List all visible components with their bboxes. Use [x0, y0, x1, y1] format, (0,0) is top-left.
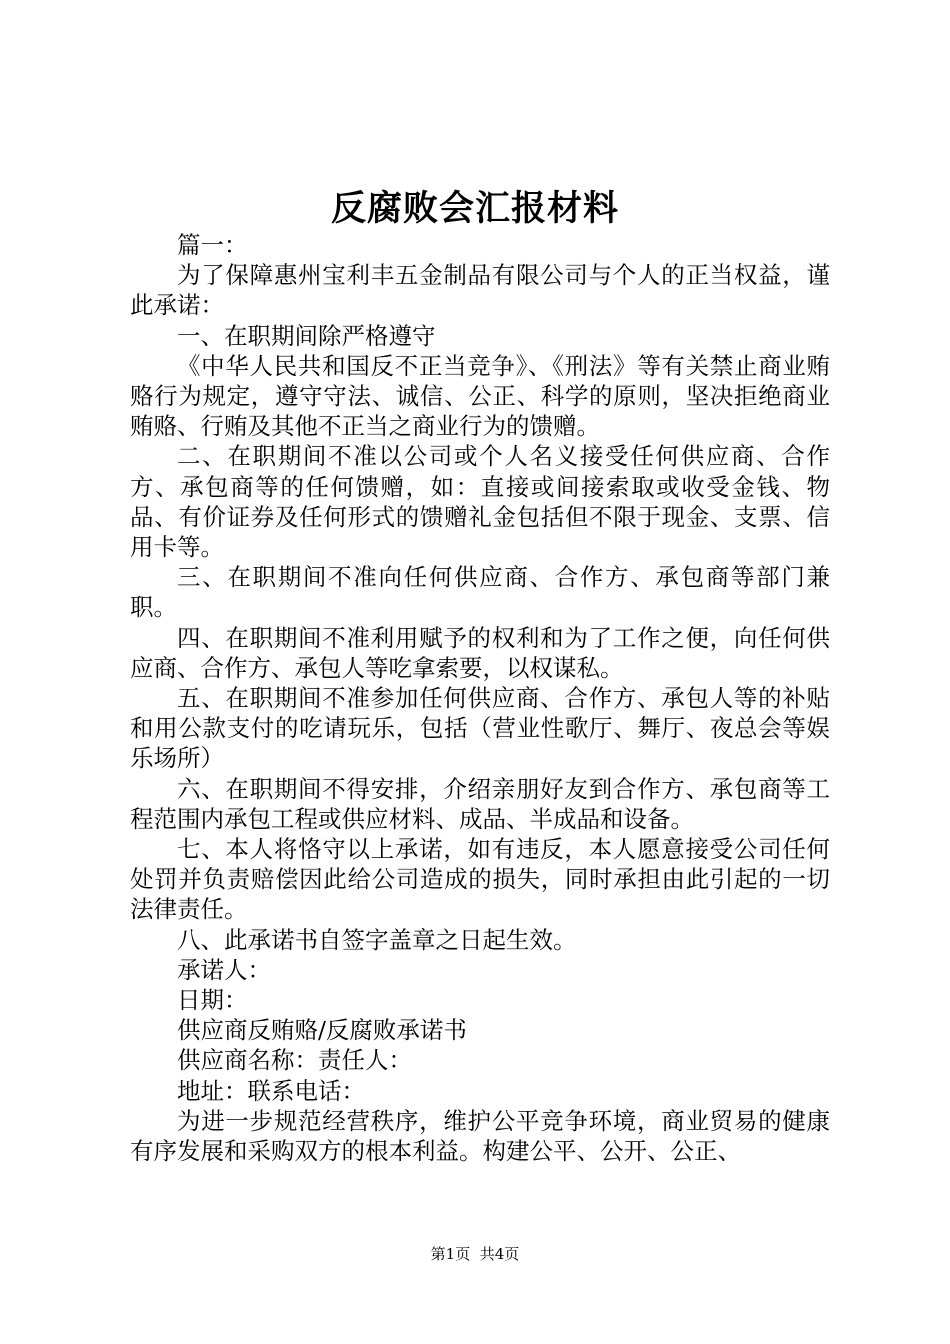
paragraph: 篇一： [177, 231, 248, 259]
document-title: 反腐败会汇报材料 [330, 188, 619, 229]
paragraph: 一、在职期间除严格遵守 [177, 321, 436, 350]
paragraph: 地址：联系电话： [177, 1076, 365, 1105]
paragraph: 为了保障惠州宝利丰五金制品有限公司与个人的正当权益，谨此承诺： [130, 261, 830, 320]
paragraph: 四、在职期间不准利用赋予的权利和为了工作之便，向任何供应商、合作方、承包人等吃拿索要，以权谋私。 [130, 623, 830, 682]
paragraph: 三、在职期间不准向任何供应商、合作方、承包商等部门兼职。 [130, 563, 830, 622]
paragraph: 承诺人： [177, 955, 271, 984]
paragraph: 七、本人将恪守以上承诺，如有违反，本人愿意接受公司任何处罚并负责赔偿因此给公司造成的损失，同时承担由此引起的一切法律责任。 [130, 835, 830, 924]
paragraph: 六、在职期间不得安排，介绍亲朋好友到合作方、承包商等工程范围内承包工程或供应材料、成品、半成品和设备。 [130, 774, 830, 833]
paragraph: 《中华人民共和国反不正当竞争》、《刑法》等有关禁止商业贿赂行为规定，遵守守法、诚信、公正、科学的原则，坚决拒绝商业贿赂、行贿及其他不正当之商业行为的馈赠。 [130, 351, 830, 441]
paragraph: 供应商反贿赂/反腐败承诺书 [177, 1016, 467, 1045]
paragraph: 八、此承诺书自签字盖章之日起生效。 [177, 925, 577, 954]
page-footer [0, 1244, 950, 1264]
paragraph: 为进一步规范经营秩序，维护公平竞争环境，商业贸易的健康有序发展和采购双方的根本利益。构建公平、公开、公正、 [130, 1106, 830, 1166]
paragraph: 供应商名称：责任人： [177, 1046, 412, 1075]
document-body [130, 230, 830, 1166]
page-number: 第1页 [430, 1245, 471, 1263]
paragraph: 日期： [177, 986, 248, 1015]
page-total: 共4页 [479, 1245, 520, 1263]
paragraph: 五、在职期间不准参加任何供应商、合作方、承包人等的补贴和用公款支付的吃请玩乐，包括（营业性歌厅、舞厅、夜总会等娱乐场所） [130, 684, 830, 773]
paragraph: 二、在职期间不准以公司或个人名义接受任何供应商、合作方、承包商等的任何馈赠，如：直接或间接索取或收受金钱、物品、有价证券及任何形式的馈赠礼金包括但不限于现金、支票、信用卡等。 [130, 442, 830, 562]
